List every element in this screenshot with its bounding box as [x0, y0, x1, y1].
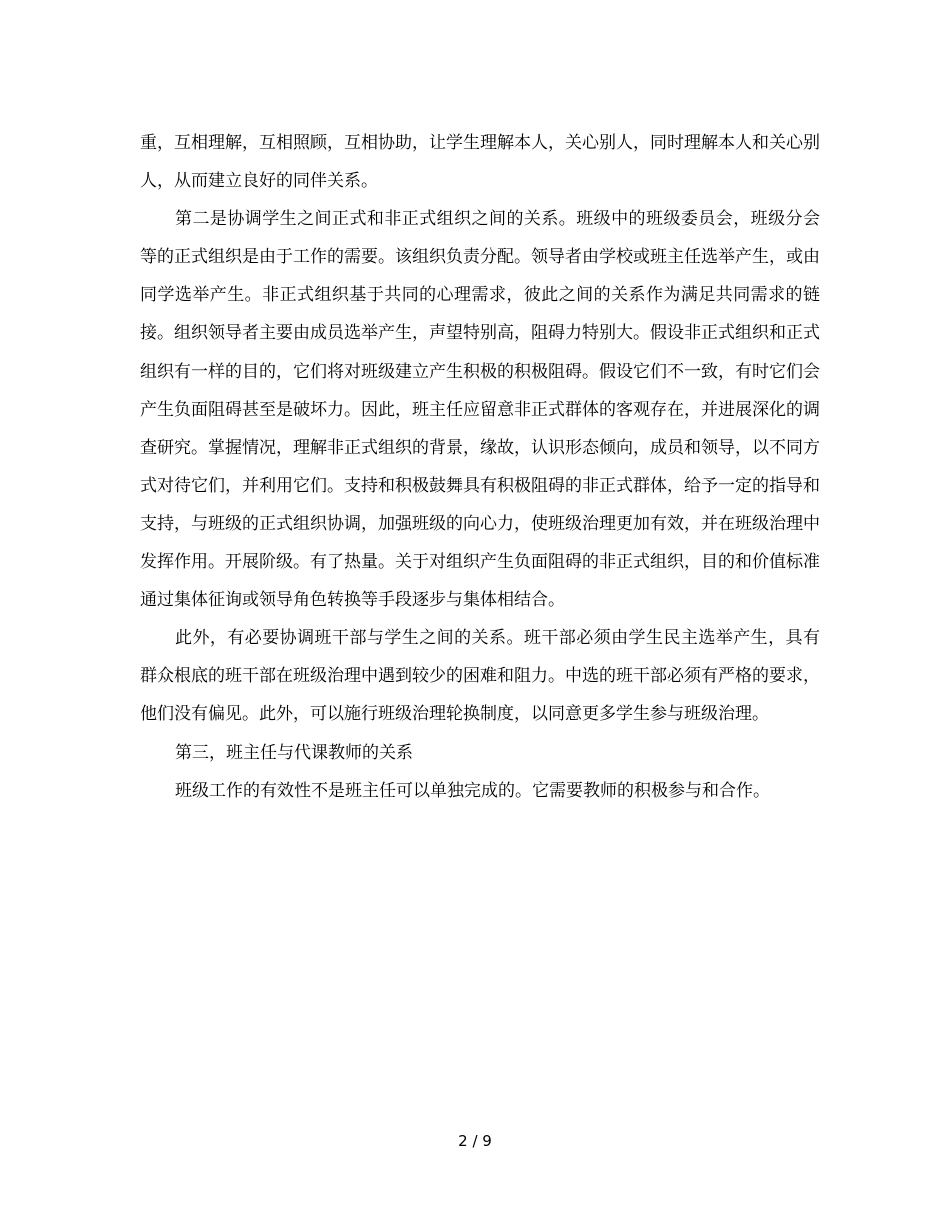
- paragraph-class-cadres: 此外，有必要协调班干部与学生之间的关系。班干部必须由学生民主选举产生，具有群众根底的班干部在班级治理中遇到较少的困难和阻力。中选的班干部必须有严格的要求，他们没有偏见。此外，可以施行班级治理轮换制度，以同意更多学生参与班级治理。: [140, 628, 820, 725]
- body-text: [140, 124, 820, 810]
- section-heading-teachers: 第三，班主任与代课教师的关系: [175, 742, 413, 763]
- paragraph-continuation: 重，互相理解，互相照顾，互相协助，让学生理解本人，关心别人，同时理解本人和关心别人，从而建立良好的同伴关系。: [140, 133, 820, 192]
- page-number: 2 / 9: [458, 1132, 492, 1150]
- paragraph-formal-informal-organizations: 第二是协调学生之间正式和非正式组织之间的关系。班级中的班级委员会，班级分会等的正式组织是由于工作的需要。该组织负责分配。领导者由学校或班主任选举产生，或由同学选举产生。非正式组织基于共同的心理需求，彼此之间的关系作为满足共同需求的链接。组织领导者主要由成员选举产生，声望特别高，阻碍力特别大。假设非正式组织和正式组织有一样的目的，它们将对班级建立产生积极的积极阻碍。假设它们不一致，有时它们会产生负面阻碍甚至是破坏力。因此，班主任应留意非正式群体的客观存在，并进展深化的调查研究。掌握情况，理解非正式组织的背景，缘故，认识形态倾向，成员和领导，以不同方式对待它们，并利用它们。支持和积极鼓舞具有积极阻碍的非正式群体，给予一定的指导和支持，与班级的正式组织协调，加强班级的向心力，使班级治理更加有效，并在班级治理中发挥作用。开展阶级。有了热量。关于对组织产生负面阻碍的非正式组织，目的和价值标准通过集体征询或领导角色转换等手段逐步与集体相结合。: [140, 209, 820, 611]
- paragraph-teacher-cooperation: 班级工作的有效性不是班主任可以单独完成的。它需要教师的积极参与和合作。: [175, 780, 770, 801]
